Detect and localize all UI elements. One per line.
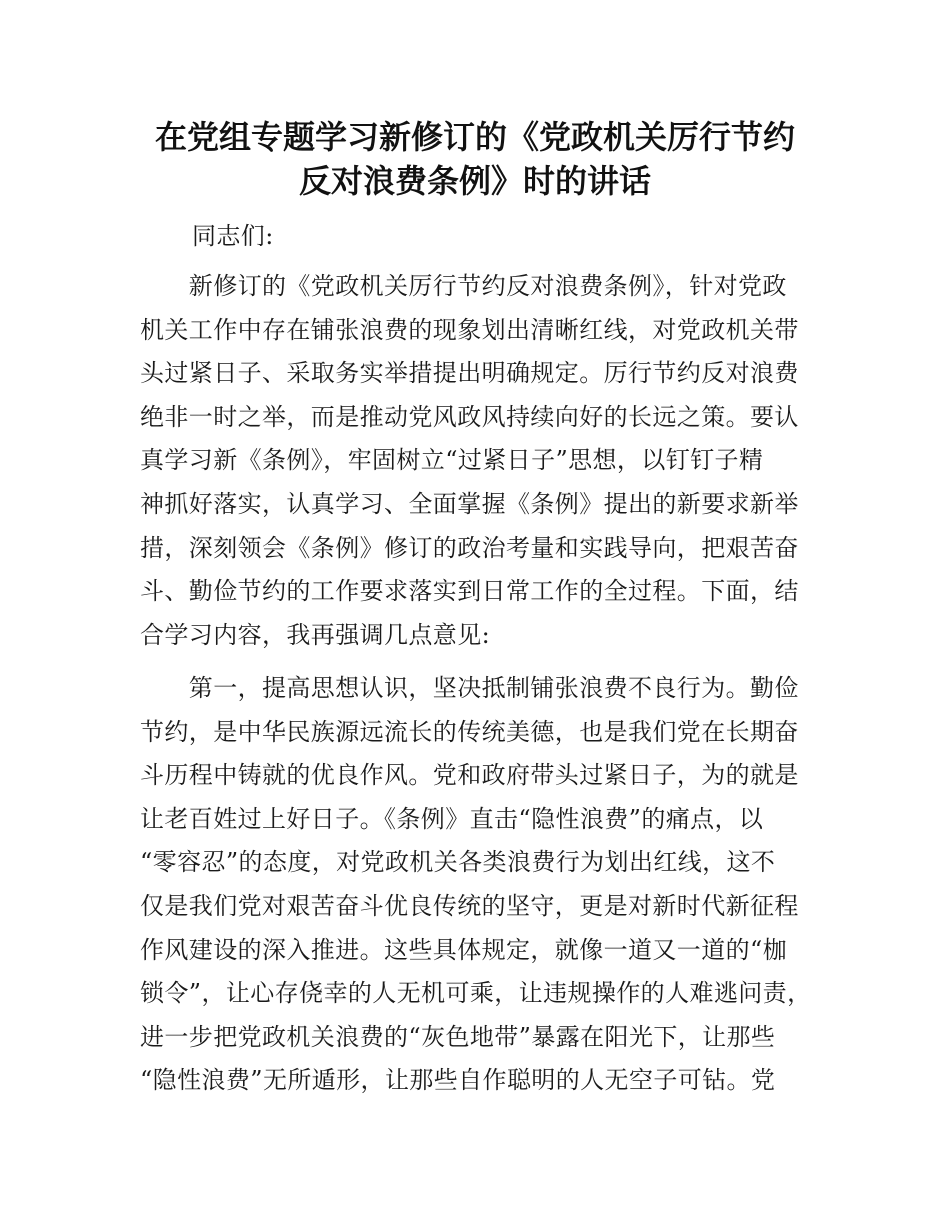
paragraph-line: 第一，提高思想认识，坚决抵制铺张浪费不良行为。勤俭 [140,674,799,702]
paragraph-line: 新修订的《党政机关厉行节约反对浪费条例》，针对党政 [140,272,787,300]
paragraph-line: 头过紧日子、采取务实举措提出明确规定。厉行节约反对浪费 [140,359,799,388]
paragraph-line: 仅是我们党对艰苦奋斗优良传统的坚守，更是对新时代新征程 [140,891,799,920]
paragraph-line: 作风建设的深入推进。这些具体规定，就像一道又一道的“枷 [140,935,788,964]
paragraph-line: 合学习内容，我再强调几点意见: [140,620,491,649]
paragraph-2 [140,667,820,1103]
document-title-line-2: 反对浪费条例》时的讲话 [298,162,651,200]
paragraph-line: 锁令”，让心存侥幸的人无机可乘，让违规操作的人难逃问责， [140,979,812,1008]
paragraph-line: 进一步把党政机关浪费的“灰色地带”暴露在阳光下，让那些 [140,1022,776,1051]
paragraph-line: 神抓好落实，认真学习、全面掌握《条例》提出的新要求新举 [140,489,799,518]
paragraph-line: 机关工作中存在铺张浪费的现象划出清晰红线，对党政机关带 [140,315,799,344]
paragraph-line: 斗、勤俭节约的工作要求落实到日常工作的全过程。下面，结 [140,577,799,606]
paragraph-line: 绝非一时之举，而是推动党风政风持续向好的长远之策。要认 [140,402,799,431]
document-title-line-1: 在党组专题学习新修订的《党政机关厉行节约 [154,118,795,156]
paragraph-line: 真学习新《条例》，牢固树立“过紧日子”思想，以钉钉子精 [140,446,764,475]
paragraph-line: 斗历程中铸就的优良作风。党和政府带头过紧日子，为的就是 [140,761,799,790]
paragraph-line: “零容忍”的态度，对党政机关各类浪费行为划出红线，这不 [140,848,776,877]
paragraph-line: 让老百姓过上好日子。《条例》直击“隐性浪费”的痛点，以 [140,804,764,833]
salutation: 同志们: [192,222,274,250]
paragraph-line: 节约，是中华民族源远流长的传统美德，也是我们党在长期奋 [140,717,799,746]
paragraph-line: “隐性浪费”无所遁形，让那些自作聪明的人无空子可钻。党 [140,1066,776,1095]
paragraph-1 [140,265,820,657]
paragraph-line: 措，深刻领会《条例》修订的政治考量和实践导向，把艰苦奋 [140,533,799,562]
